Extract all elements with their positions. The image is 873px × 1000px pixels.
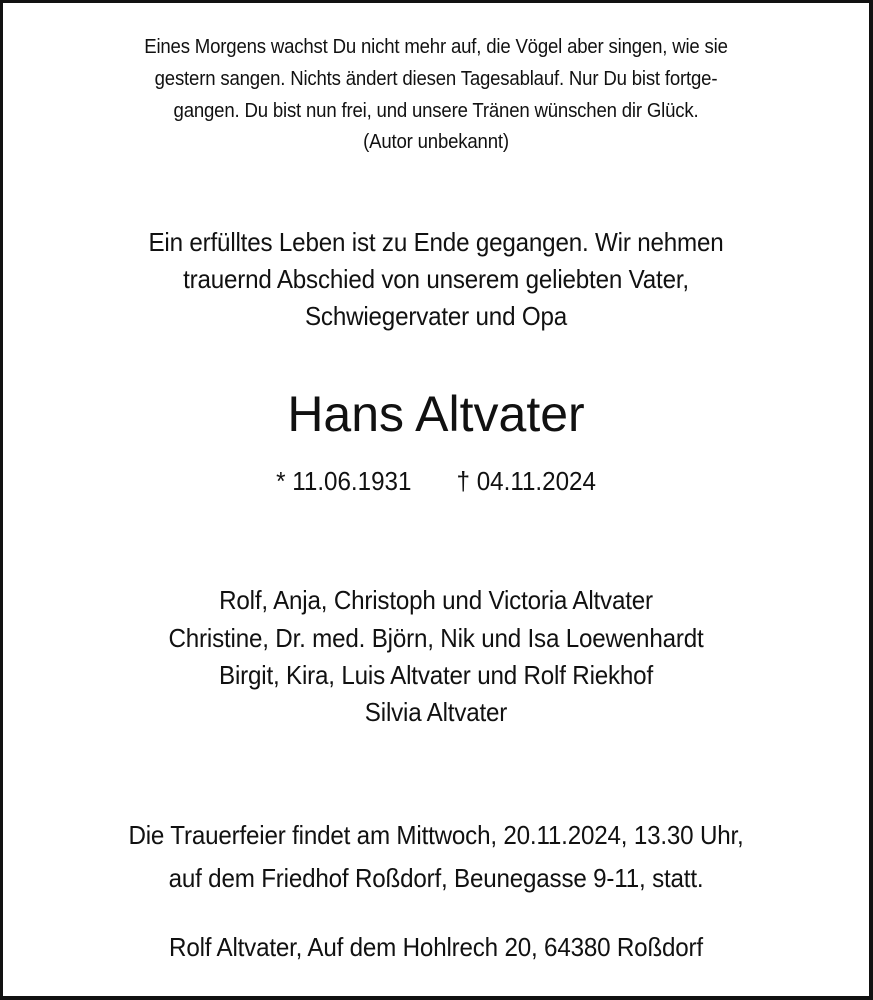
family-line: Rolf, Anja, Christoph und Victoria Altvater bbox=[219, 585, 653, 615]
poem-line: gangen. Du bist nun frei, und unsere Tränen wünschen dir Glück. bbox=[173, 100, 699, 122]
birth-date: 11.06.1931 bbox=[292, 466, 412, 496]
family-line: Christine, Dr. med. Björn, Nik und Isa Loewenhardt bbox=[168, 623, 704, 653]
intro-line: Schwiegervater und Opa bbox=[304, 301, 568, 331]
ceremony-line: Die Trauerfeier findet am Mittwoch, 20.11.2024, 13.30 Uhr, bbox=[128, 820, 744, 850]
family-line: Birgit, Kira, Luis Altvater und Rolf Riekhof bbox=[219, 660, 653, 690]
birth-star-icon: * bbox=[276, 466, 286, 496]
deceased-name: Hans Altvater bbox=[287, 386, 585, 442]
poem-line: Eines Morgens wachst Du nicht mehr auf, die Vögel aber singen, wie sie bbox=[144, 36, 728, 58]
death-date: 04.11.2024 bbox=[476, 466, 596, 496]
ceremony-line: auf dem Friedhof Roßdorf, Beunegasse 9-11, statt. bbox=[168, 863, 704, 893]
contact-address: Rolf Altvater, Auf dem Hohlrech 20, 64380 Roßdorf bbox=[169, 932, 703, 962]
family-line: Silvia Altvater bbox=[364, 697, 508, 727]
death-cross-icon: † bbox=[456, 466, 470, 496]
poem-line: gestern sangen. Nichts ändert diesen Tagesablauf. Nur Du bist fortge- bbox=[154, 68, 718, 90]
poem-author: (Autor unbekannt) bbox=[363, 131, 509, 153]
intro-line: Ein erfülltes Leben ist zu Ende gegangen. Wir nehmen bbox=[148, 227, 724, 257]
life-dates bbox=[33, 466, 838, 497]
intro-line: trauernd Abschied von unserem geliebten Vater, bbox=[183, 264, 689, 294]
